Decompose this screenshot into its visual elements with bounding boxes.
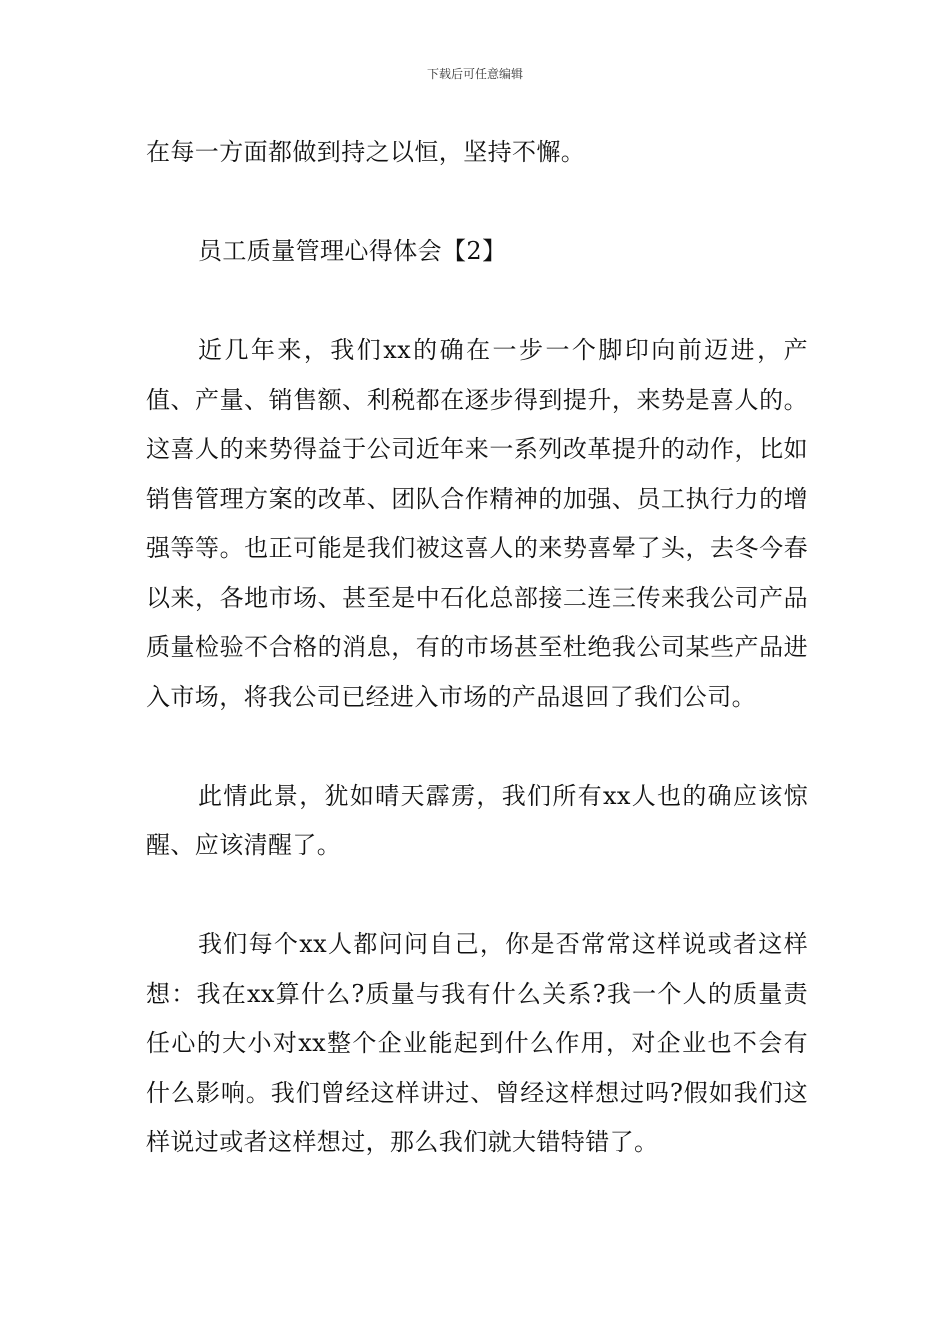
paragraph-spacer [146, 722, 808, 772]
page-header-note: 下载后可任意编辑 [426, 67, 523, 81]
paragraph-spacer [146, 277, 808, 327]
body-paragraph-3: 我们每个xx人都问问自己，你是否常常这样说或者这样想：我在xx算什么?质量与我有什么关系?我一个人的质量责任心的大小对xx整个企业能起到什么作用，对企业也不会有什么影响。我们曾经这样讲过、曾经这样想过吗?假如我们这样说过或者这样想过，那么我们就大错特错了。 [146, 930, 808, 1156]
paragraph-spacer [146, 871, 808, 921]
body-paragraph-1: 近几年来，我们xx的确在一步一个脚印向前迈进，产值、产量、销售额、利税都在逐步得到提升，来势是喜人的。这喜人的来势得益于公司近年来一系列改革提升的动作，比如销售管理方案的改革、团队合作精神的加强、员工执行力的增强等等。也正可能是我们被这喜人的来势喜晕了头，去冬今春以来，各地市场、甚至是中石化总部接二连三传来我公司产品质量检验不合格的消息，有的市场甚至杜绝我公司某些产品进入市场，将我公司已经进入市场的产品退回了我们公司。 [146, 336, 808, 711]
document-body [146, 128, 808, 1168]
section-title: 员工质量管理心得体会【2】 [198, 237, 507, 265]
body-paragraph-2: 此情此景，犹如晴天霹雳，我们所有xx人也的确应该惊醒、应该清醒了。 [146, 781, 808, 859]
intro-paragraph: 在每一方面都做到持之以恒，坚持不懈。 [146, 138, 586, 166]
paragraph-spacer [146, 178, 808, 228]
